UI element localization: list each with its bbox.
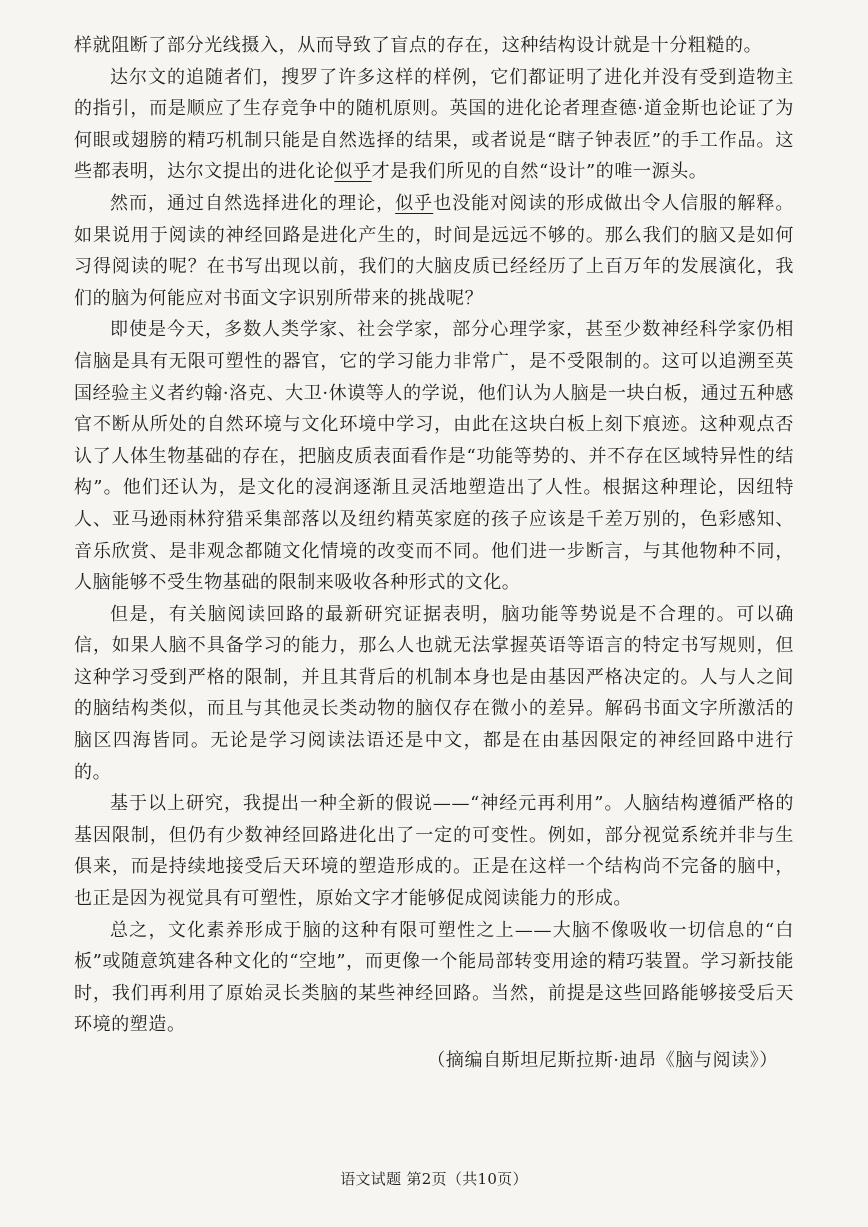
paragraph-2-tail: 也没能对阅读的形成做出令人信服的解释。如果说用于阅读的神经回路是进化产生的，时间是远远不够的。那么我们的脑又是如何习得阅读的呢？在书写出现以前，我们的大脑皮质已经经历了上百万年的发展演化，我们的脑为何能应对书面文字识别所带来的挑战呢？ bbox=[74, 192, 795, 309]
page-footer: 语文试题 第2页（共10页） bbox=[340, 1170, 528, 1188]
paragraph-1-underlined: 似乎 bbox=[334, 161, 372, 183]
paragraph-0: 样就阻断了部分光线摄入，从而导致了盲点的存在，这种结构设计就是十分粗糙的。 bbox=[74, 35, 763, 56]
paragraph-1-text: 达尔文的追随者们，搜罗了许多这样的样例，它们都证明了进化并没有受到造物主的指引，而是顺应了生存竞争中的随机原则。英国的进化论者理查德·道金斯也论证了为何眼或翅膀的精巧机制只能是自然选择的结果，或者说是“瞎子钟表匠”的手工作品。这些都表明，达尔文提出的进化论 bbox=[74, 66, 794, 183]
paragraph-5: 基于以上研究，我提出一种全新的假说——“神经元再利用”。人脑结构遵循严格的基因限制，但仍有少数神经回路进化出了一定的可变性。例如，部分视觉系统并非与生俱来，而是持续地接受后天环境的塑造形成的。正是在这样一个结构尚不完备的脑中，也正是因为视觉具有可塑性，原始文字才能够促成阅读能力的形成。 bbox=[74, 793, 794, 910]
paragraph-2 bbox=[74, 188, 794, 314]
paragraph-1-tail: 才是我们所见的自然“设计”的唯一源头。 bbox=[371, 161, 708, 183]
paragraph-3: 即使是今天，多数人类学家、社会学家，部分心理学家，甚至少数神经科学家仍相信脑是具有无限可塑性的器官，它的学习能力非常广，是不受限制的。这可以追溯至英国经验主义者约翰·洛克、大卫·休谟等人的学说，他们认为人脑是一块白板，通过五种感官不断从所处的自然环境与文化环境中学习，由此在这块白板上刻下痕迹。这种观点否认了人体生物基础的存在，把脑皮质表面看作是“功能等势的、并不存在区域特异性的结构”。他们还认为，是文化的浸润逐渐且灵活地塑造出了人性。根据这种理论，因纽特人、亚马逊雨林狩猎采集部落以及纽约精英家庭的孩子应该是千差万别的，色彩感知、音乐欣赏、是非观念都随文化情境的改变而不同。他们进一步断言，与其他物种不同，人脑能够不受生物基础的限制来吸收各种形式的文化。 bbox=[74, 319, 794, 594]
paragraph-6: 总之，文化素养形成于脑的这种有限可塑性之上——大脑不像吸收一切信息的“白板”或随意筑建各种文化的“空地”，而更像一个能局部转变用途的精巧装置。学习新技能时，我们再利用了原始灵长类脑的某些神经回路。当然，前提是这些回路能够接受后天环境的塑造。 bbox=[74, 919, 794, 1036]
source-citation: （摘编自斯坦尼斯拉斯·迪昂《脑与阅读》） bbox=[427, 1050, 778, 1071]
paragraph-2-text: 然而，通过自然选择进化的理论， bbox=[110, 192, 396, 214]
paragraph-2-underlined: 似乎 bbox=[395, 192, 434, 214]
paragraph-1 bbox=[74, 62, 794, 188]
paragraph-4: 但是，有关脑阅读回路的最新研究证据表明，脑功能等势说是不合理的。可以确信，如果人脑不具备学习的能力，那么人也就无法掌握英语等语言的特定书写规则，但这种学习受到严格的限制，并且其背后的机制本身也是由基因严格决定的。人与人之间的脑结构类似，而且与其他灵长类动物的脑仅存在微小的差异。解码书面文字所激活的脑区四海皆同。无论是学习阅读法语还是中文，都是在由基因限定的神经回路中进行的。 bbox=[74, 603, 794, 783]
